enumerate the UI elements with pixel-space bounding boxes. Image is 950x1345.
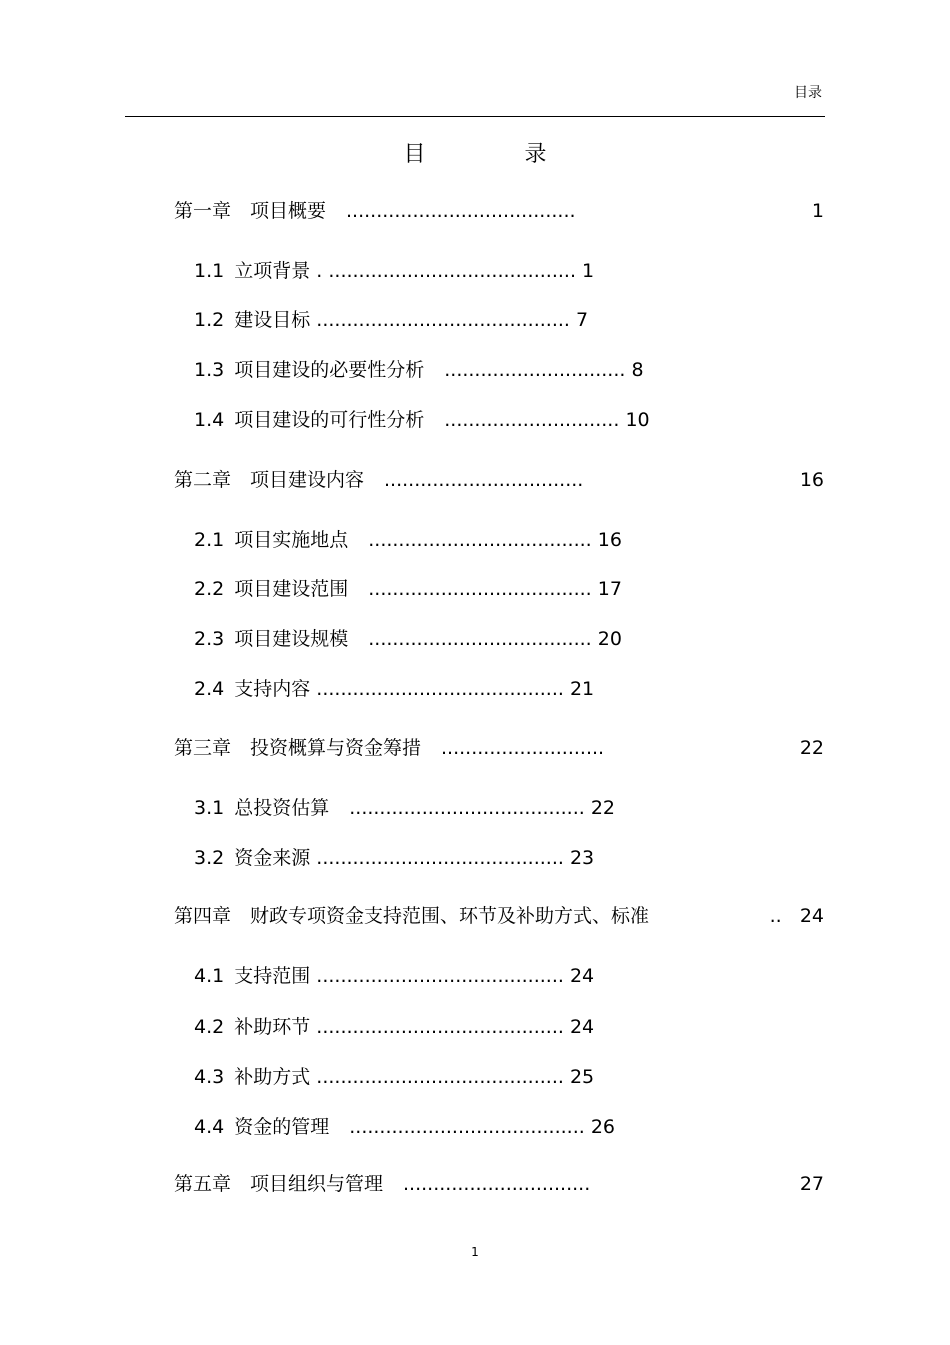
toc-section-number: 1.3: [194, 359, 225, 381]
toc-leader: .....................................: [368, 578, 592, 600]
toc-leader: .........................................: [316, 1066, 564, 1088]
toc-section-number: 4.3: [194, 1066, 225, 1088]
toc-chapter-label: 第五章 项目组织与管理: [174, 1173, 384, 1195]
toc-section-4-3[interactable]: [194, 1065, 594, 1089]
header-rule: [125, 116, 825, 117]
toc-section-page: 10: [625, 409, 650, 431]
toc-section-page: 8: [631, 359, 644, 381]
toc-section-number: 4.2: [194, 1016, 225, 1038]
toc-section-1-4[interactable]: [194, 408, 650, 432]
toc-chapter-label: 第二章 项目建设内容: [174, 469, 365, 491]
running-header: 目录: [794, 85, 822, 101]
toc-leader: ...........................: [441, 737, 605, 759]
toc-section-page: 23: [569, 847, 595, 869]
toc-section-page: 25: [569, 1066, 595, 1088]
toc-leader: ...............................: [403, 1173, 591, 1195]
toc-section-3-1[interactable]: [194, 796, 615, 820]
toc-section-label: 资金来源: [234, 847, 311, 869]
toc-section-label: 补助方式: [234, 1066, 311, 1088]
toc-section-label: 项目建设范围: [234, 578, 349, 600]
toc-section-label: 支持内容: [234, 678, 311, 700]
toc-leader: .......................................: [349, 797, 585, 819]
toc-leader: .............................: [444, 409, 620, 431]
toc-section-label: 建设目标: [234, 309, 311, 331]
toc-chapter-page: 16: [799, 469, 824, 491]
toc-chapter-5[interactable]: [174, 1172, 590, 1196]
toc-section-2-2[interactable]: [194, 577, 622, 601]
toc-section-page: 16: [597, 529, 622, 551]
toc-section-4-2[interactable]: [194, 1015, 594, 1039]
toc-chapter-page: 22: [799, 737, 824, 759]
toc-section-label: 支持范围: [234, 965, 311, 987]
toc-section-2-1[interactable]: [194, 528, 622, 552]
toc-chapter-2[interactable]: [174, 468, 583, 492]
toc-chapter-label: 第一章 项目概要: [174, 200, 327, 222]
toc-section-label: 补助环节: [234, 1016, 311, 1038]
toc-section-label: 资金的管理: [234, 1116, 330, 1138]
toc-section-2-3[interactable]: [194, 627, 622, 651]
toc-section-label: 总投资估算: [234, 797, 330, 819]
toc-section-label: 项目建设的必要性分析: [234, 359, 425, 381]
toc-leader: .........................................: [316, 847, 564, 869]
toc-section-page: 1: [582, 260, 595, 282]
toc-leader: .................................: [384, 469, 584, 491]
toc-leader: ..........................................: [316, 309, 570, 331]
toc-section-page: 22: [590, 797, 616, 819]
toc-section-page: 26: [590, 1116, 616, 1138]
toc-leader: . .........................................: [316, 260, 576, 282]
toc-section-label: 项目建设的可行性分析: [234, 409, 425, 431]
toc-chapter-1[interactable]: [174, 199, 576, 223]
toc-chapter-3[interactable]: [174, 736, 604, 760]
toc-leader: ..: [769, 905, 782, 927]
toc-section-1-3[interactable]: [194, 358, 644, 382]
toc-leader: .........................................: [316, 1016, 564, 1038]
toc-section-3-2[interactable]: [194, 846, 594, 870]
toc-section-number: 1.2: [194, 309, 225, 331]
toc-title: 目 录: [403, 142, 593, 167]
toc-section-1-1[interactable]: [194, 259, 594, 283]
toc-leader: .........................................: [316, 965, 564, 987]
toc-chapter-label: 第三章 投资概算与资金筹措: [174, 737, 422, 759]
toc-chapter-page: 24: [799, 905, 824, 927]
toc-chapter-page: 1: [811, 200, 824, 222]
toc-section-4-1[interactable]: [194, 964, 594, 988]
toc-section-label: 立项背景: [234, 260, 311, 282]
toc-section-number: 3.2: [194, 847, 225, 869]
toc-section-number: 2.4: [194, 678, 225, 700]
toc-section-label: 项目建设规模: [234, 628, 349, 650]
toc-section-number: 3.1: [194, 797, 225, 819]
toc-section-number: 2.3: [194, 628, 225, 650]
toc-section-2-4[interactable]: [194, 677, 594, 701]
toc-chapter-page-with-leader: [770, 904, 824, 928]
toc-section-number: 2.2: [194, 578, 225, 600]
page-number: 1: [471, 1245, 479, 1259]
toc-section-page: 20: [597, 628, 622, 650]
toc-section-page: 24: [569, 1016, 595, 1038]
toc-leader: ......................................: [346, 200, 576, 222]
toc-leader: .....................................: [368, 628, 592, 650]
toc-leader: .....................................: [368, 529, 592, 551]
toc-section-4-4[interactable]: [194, 1115, 615, 1139]
toc-section-label: 项目实施地点: [234, 529, 349, 551]
toc-section-page: 24: [569, 965, 595, 987]
toc-chapter-4[interactable]: [174, 904, 669, 928]
toc-chapter-page: 27: [799, 1173, 824, 1195]
toc-chapter-label: 第四章 财政专项资金支持范围、环节及补助方式、标准: [174, 905, 650, 927]
toc-section-page: 21: [569, 678, 595, 700]
toc-section-number: 1.4: [194, 409, 225, 431]
toc-leader: .......................................: [349, 1116, 585, 1138]
toc-section-page: 7: [576, 309, 589, 331]
toc-section-number: 4.4: [194, 1116, 225, 1138]
toc-section-number: 1.1: [194, 260, 225, 282]
toc-leader: .........................................: [316, 678, 564, 700]
toc-leader: ..............................: [444, 359, 626, 381]
toc-section-1-2[interactable]: [194, 308, 588, 332]
toc-section-page: 17: [597, 578, 622, 600]
toc-section-number: 2.1: [194, 529, 225, 551]
toc-section-number: 4.1: [194, 965, 225, 987]
